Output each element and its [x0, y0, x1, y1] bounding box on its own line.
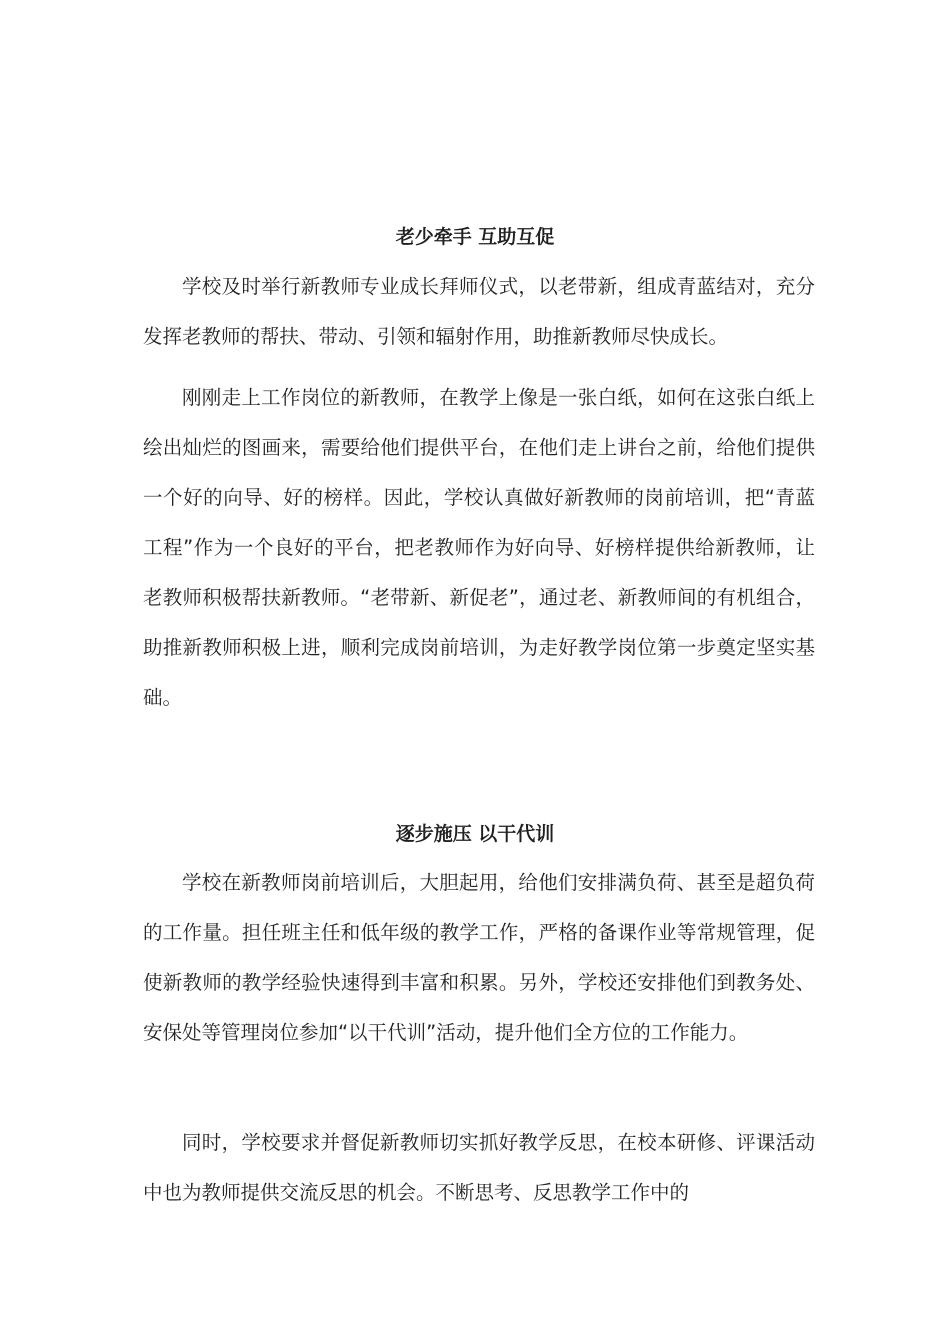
section-title-mentoring: 老少牵手 互助互促: [395, 226, 555, 248]
section-title-training: 逐步施压 以干代训: [395, 823, 555, 845]
paragraph-mentoring-detail: 刚刚走上工作岗位的新教师，在教学上像是一张白纸，如何在这张白纸上绘出灿烂的图画来，需要给他们提供平台，在他们走上讲台之前，给他们提供一个好的向导、好的榜样。因此，学校认真做好新教师的岗前培训，把“青蓝工程”作为一个良好的平台，把老教师作为好向导、好榜样提供给新教师，让老教师积极帮扶新教师。“老带新、新促老”，通过老、新教师间的有机组合，助推新教师积极上进，顺利完成岗前培训，为走好教学岗位第一步奠定坚实基础。: [143, 386, 815, 709]
paragraph-training-workload: 学校在新教师岗前培训后，大胆起用，给他们安排满负荷、甚至是超负荷的工作量。担任班主任和低年级的教学工作，严格的备课作业等常规管理，促使新教师的教学经验快速得到丰富和积累。另外，学校还安排他们到教务处、安保处等管理岗位参加“以干代训”活动，提升他们全方位的工作能力。: [143, 871, 815, 1044]
paragraph-mentoring-intro: 学校及时举行新教师专业成长拜师仪式，以老带新，组成青蓝结对，充分发挥老教师的帮扶、带动、引领和辐射作用，助推新教师尽快成长。: [143, 275, 815, 348]
paragraph-training-reflection: 同时，学校要求并督促新教师切实抓好教学反思，在校本研修、评课活动中也为教师提供交流反思的机会。不断思考、反思教学工作中的: [143, 1131, 815, 1204]
